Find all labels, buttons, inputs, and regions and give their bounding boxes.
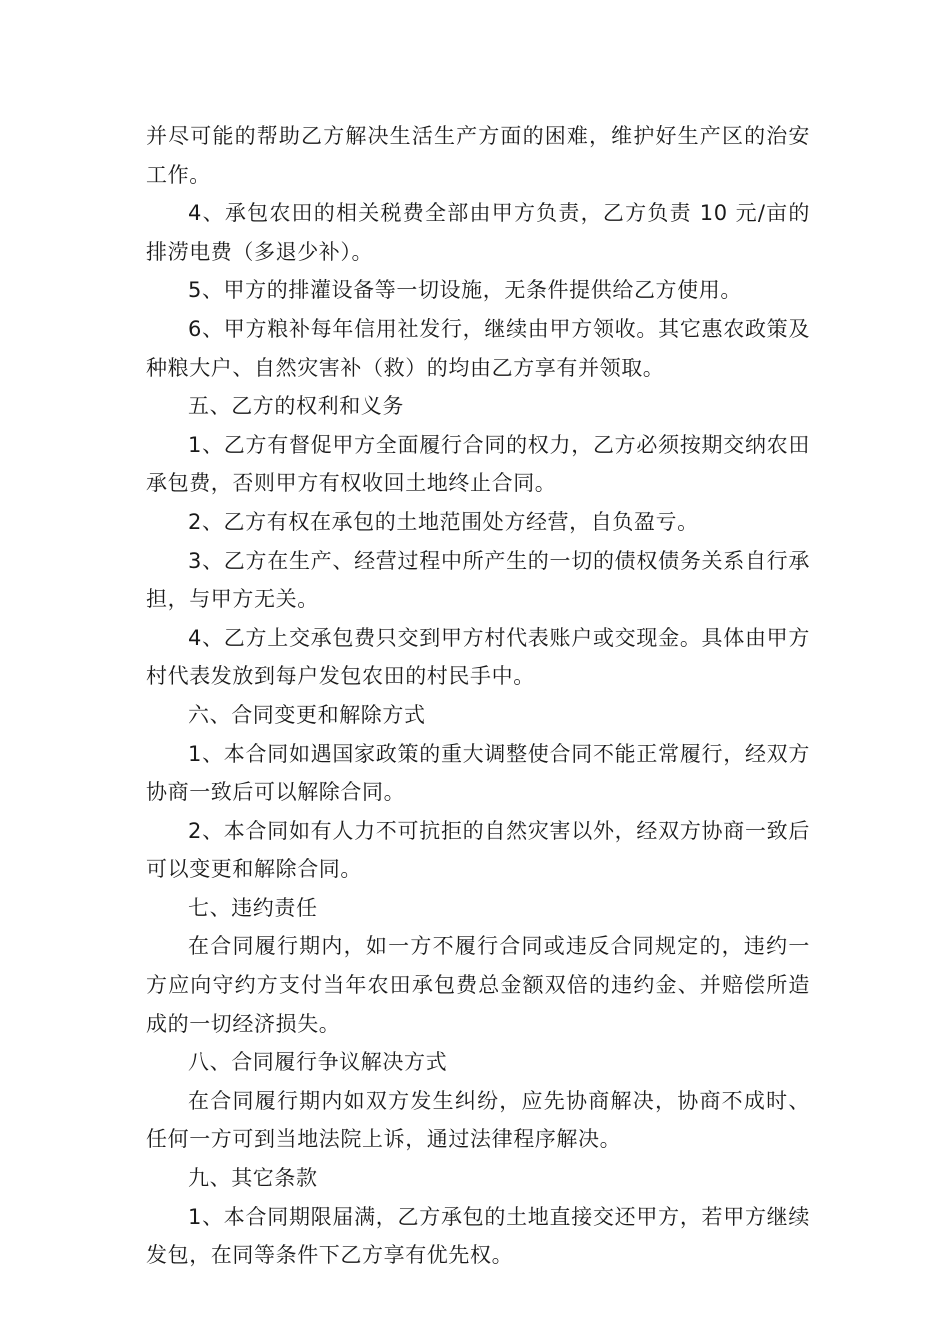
section-heading-8: 八、合同履行争议解决方式: [188, 1050, 448, 1075]
clause-1-expiry: 1、本合同期限届满，乙方承包的土地直接交还甲方，若甲方继续发包，在同等条件下乙方享有优先权。: [146, 1204, 810, 1268]
breach-liability-text: 在合同履行期内，如一方不履行合同或违反合同规定的，违约一方应向守约方支付当年农田承包费总金额双倍的违约金、并赔偿所造成的一切经济损失。: [146, 934, 810, 1036]
clause-4-tax-fees: 4、承包农田的相关税费全部由甲方负责，乙方负责 10 元/亩的排涝电费（多退少补）。: [146, 201, 810, 264]
dispute-resolution-text: 在合同履行期内如双方发生纠纷，应先协商解决，协商不成时、任何一方可到当地法院上诉，通过法律程序解决。: [146, 1088, 810, 1152]
clause-2-force-majeure: 2、本合同如有人力不可抗拒的自然灾害以外，经双方协商一致后可以变更和解除合同。: [146, 818, 810, 882]
clause-3-debts: 3、乙方在生产、经营过程中所产生的一切的债权债务关系自行承担，与甲方无关。: [146, 548, 810, 612]
section-heading-6: 六、合同变更和解除方式: [188, 702, 426, 727]
section-heading-9: 九、其它条款: [188, 1166, 318, 1191]
clause-5-irrigation-equipment: 5、甲方的排灌设备等一切设施，无条件提供给乙方使用。: [188, 278, 742, 303]
paragraph-continuation: 并尽可能的帮助乙方解决生活生产方面的困难，维护好生产区的治安工作。: [146, 124, 810, 187]
clause-4-payment: 4、乙方上交承包费只交到甲方村代表账户或交现金。具体由甲方村代表发放到每户发包农田的村民手中。: [146, 625, 810, 689]
section-heading-5: 五、乙方的权利和义务: [188, 394, 404, 419]
clause-1-supervision: 1、乙方有督促甲方全面履行合同的权力，乙方必须按期交纳农田承包费，否则甲方有权收回土地终止合同。: [146, 432, 810, 496]
clause-6-grain-subsidy: 6、甲方粮补每年信用社发行，继续由甲方领收。其它惠农政策及种粮大户、自然灾害补（救）的均由乙方享有并领取。: [146, 316, 810, 380]
clause-1-policy-change: 1、本合同如遇国家政策的重大调整使合同不能正常履行，经双方协商一致后可以解除合同。: [146, 741, 810, 805]
clause-2-management: 2、乙方有权在承包的土地范围处方经营，自负盈亏。: [188, 509, 699, 534]
section-heading-7: 七、违约责任: [188, 895, 318, 920]
document-body: [146, 117, 810, 1275]
